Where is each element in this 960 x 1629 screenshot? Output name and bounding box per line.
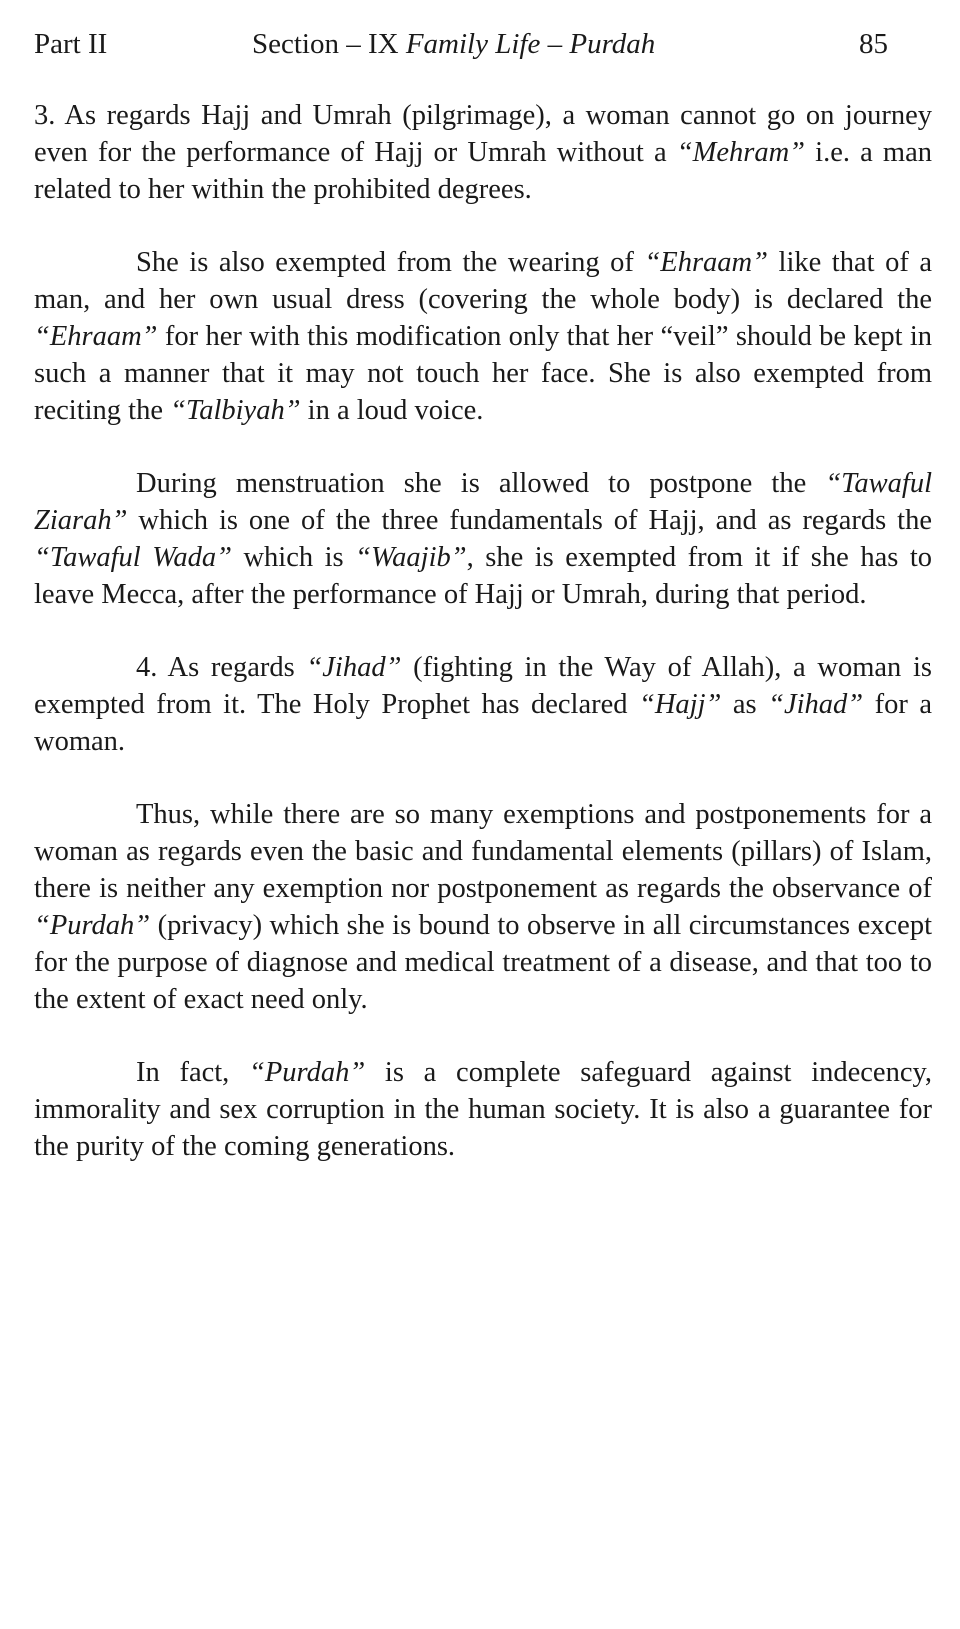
italic-term: “Waajib” bbox=[355, 542, 467, 573]
text-run: which is bbox=[231, 542, 356, 573]
italic-term: “Tawaful Ziarah” bbox=[34, 468, 932, 536]
page-number: 85 bbox=[859, 28, 888, 60]
text-run: which is one of the three fundamentals of Hajj, and as regards the bbox=[127, 505, 932, 536]
italic-term: “Talbiyah” bbox=[170, 395, 301, 426]
italic-term: “Ehraam” bbox=[644, 247, 768, 278]
paragraph-jihad bbox=[34, 649, 932, 760]
text-run: as bbox=[721, 689, 769, 720]
text-run: (privacy) which she is bound to observe in all circumstances except for the purpose of diagnose and medical treatment of a disease, and that too to the extent of exact need only. bbox=[34, 910, 932, 1015]
text-run: is a complete safeguard against indecency, immorality and sex corruption in the human society. It is also a guarantee for the purity of the coming generations. bbox=[34, 1057, 932, 1162]
italic-term: “Mehram” bbox=[676, 137, 806, 168]
paragraph-exemptions bbox=[34, 796, 932, 1018]
italic-term: “Tawaful Wada” bbox=[34, 542, 232, 573]
text-run: for her with this modification only that her “veil” should be kept in such a manner that it may not touch her face. She is also exempted from reciting the bbox=[34, 321, 932, 426]
text-run: in a loud voice. bbox=[300, 395, 484, 426]
text-run: 3. As regards Hajj and Umrah (pilgrimage), a woman cannot go on journey even for the performance of Hajj or Umrah without a bbox=[34, 100, 932, 168]
paragraph-menstruation bbox=[34, 465, 932, 613]
section-prefix: Section – IX bbox=[252, 28, 406, 60]
text-run: Thus, while there are so many exemptions and postponements for a woman as regards even the basic and fundamental elements (pillars) of Islam, there is neither any exemption nor postponement as regards the observance of bbox=[34, 799, 932, 904]
section-title: Family Life – Purdah bbox=[405, 28, 656, 60]
text-run: like that of a man, and her own usual dress (covering the whole body) is declared the bbox=[34, 247, 932, 315]
italic-term: “Hajj” bbox=[639, 689, 722, 720]
paragraph-hajj-umrah bbox=[34, 97, 932, 208]
text-run: 4. As regards bbox=[136, 652, 307, 683]
text-run: i.e. a man related to her within the prohibited degrees. bbox=[34, 137, 932, 205]
text-run: for a woman. bbox=[34, 689, 932, 757]
italic-term: “Purdah” bbox=[249, 1057, 366, 1088]
paragraph-purdah-safeguard bbox=[34, 1054, 932, 1165]
text-run: , she is exempted from it if she has to leave Mecca, after the performance of Hajj or Umrah, during that period. bbox=[34, 542, 932, 610]
section-label bbox=[252, 24, 655, 64]
italic-term: “Purdah” bbox=[34, 910, 151, 941]
page-header bbox=[34, 24, 888, 64]
paragraph-ehraam bbox=[34, 244, 932, 429]
text-run: In fact, bbox=[136, 1057, 250, 1088]
part-label: Part II bbox=[34, 28, 108, 60]
page-body bbox=[34, 97, 932, 1165]
italic-term: “Jihad” bbox=[768, 689, 864, 720]
text-run: (fighting in the Way of Allah), a woman is exempted from it. The Holy Prophet has declared bbox=[34, 652, 932, 720]
italic-term: “Ehraam” bbox=[34, 321, 158, 352]
text-run: She is also exempted from the wearing of bbox=[136, 247, 645, 278]
text-run: During menstruation she is allowed to postpone the bbox=[136, 468, 826, 499]
italic-term: “Jihad” bbox=[306, 652, 402, 683]
